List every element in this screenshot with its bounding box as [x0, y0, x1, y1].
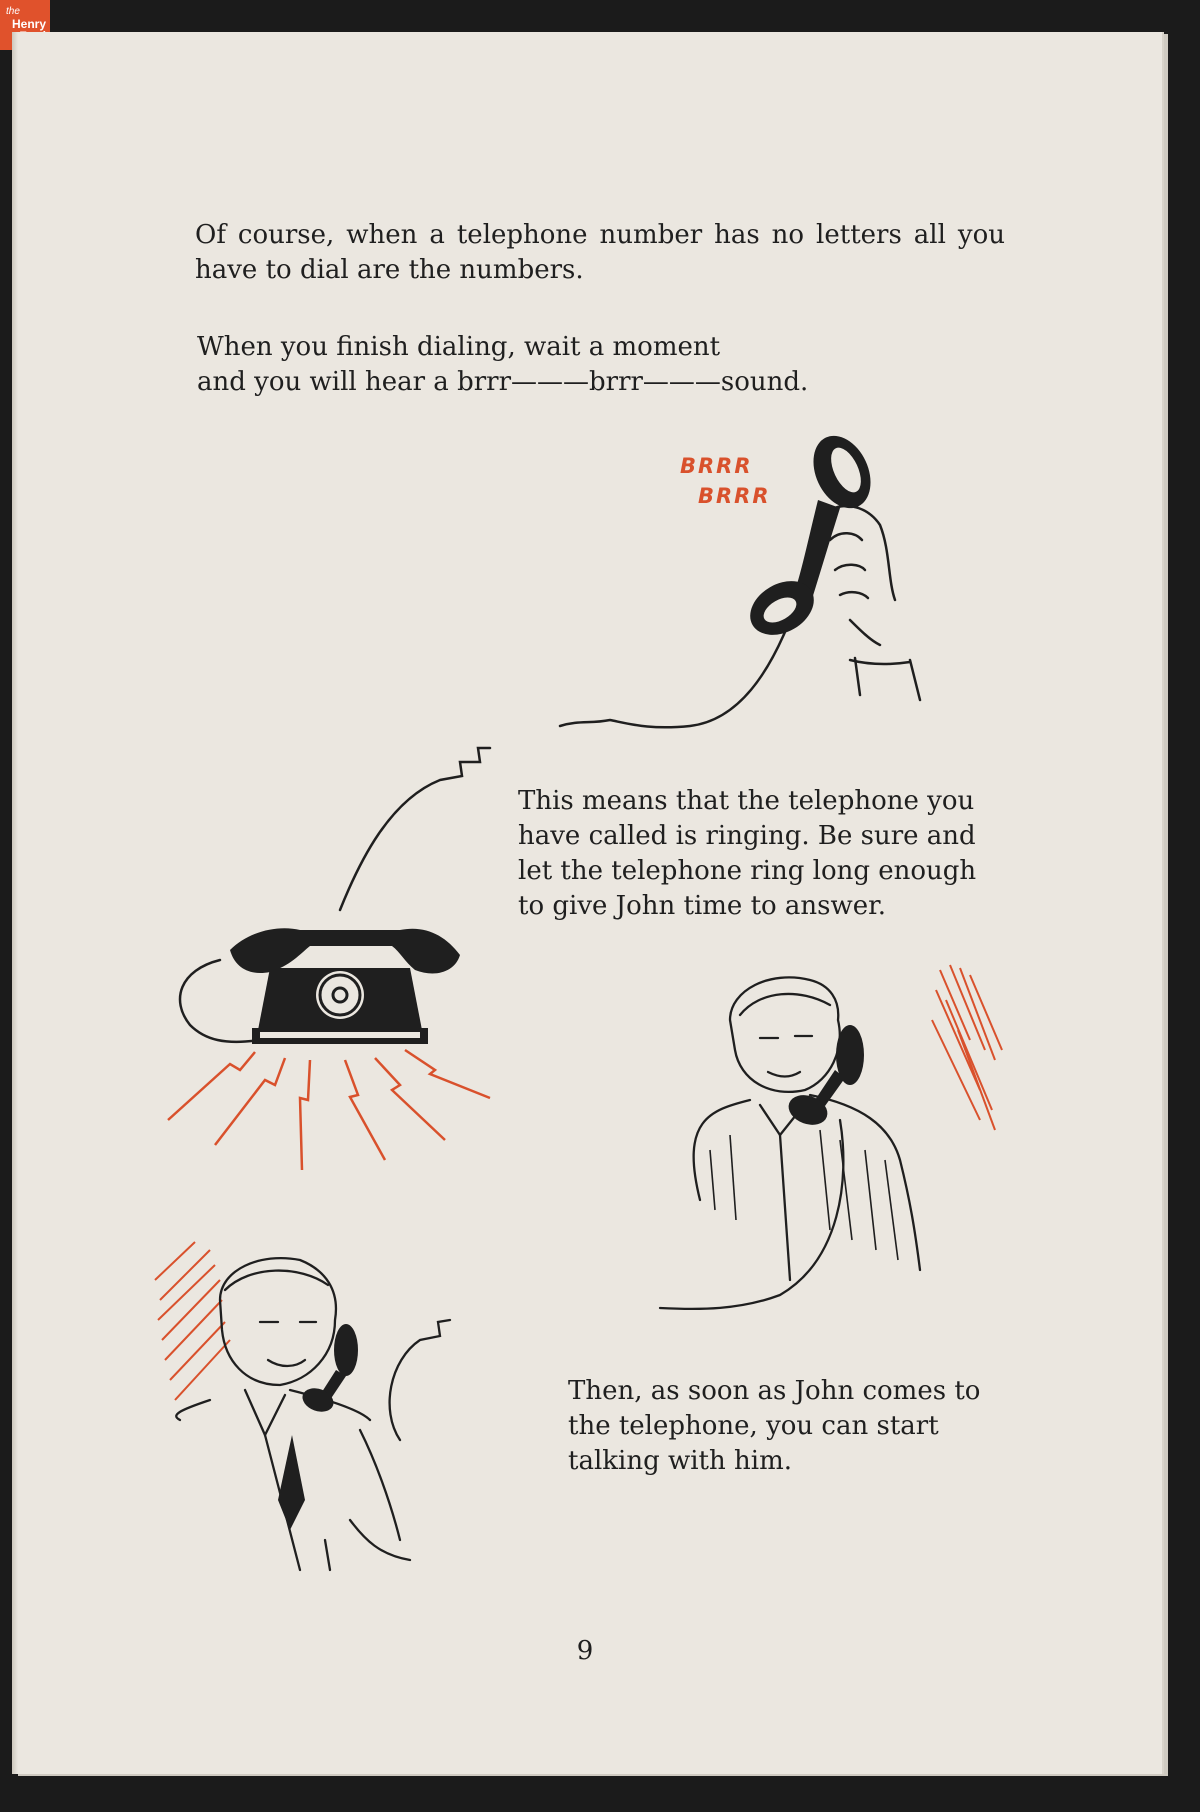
ringing-desk-phone-illustration [160, 740, 500, 1170]
john-answering-phone-illustration [640, 960, 1020, 1330]
caller-boy-illustration [150, 1240, 510, 1580]
page-number: 9 [576, 1636, 594, 1666]
paragraph-finish-dialing: When you finish dialing, wait a moment and you will hear a brrr———brrr———sound. [197, 332, 809, 397]
paragraph-phone-ringing: This means that the telephone you have called is ringing. Be sure and let the telephone ring long enough to give John time to answer. [518, 786, 977, 921]
page-spine [12, 32, 18, 1774]
brrr-sound-label-2: BRRR [698, 484, 771, 508]
paragraph-start-talking: Then, as soon as John comes to the telephone, you can start talking with him. [568, 1376, 981, 1476]
brrr-sound-label-1: BRRR [680, 454, 753, 478]
henry-ford-logo: the Henry [0, 0, 50, 50]
paragraph-no-letters: Of course, when a telephone number has no letters all you have to dial are the numbers. [195, 220, 1005, 285]
hand-holding-receiver-illustration [550, 430, 940, 730]
